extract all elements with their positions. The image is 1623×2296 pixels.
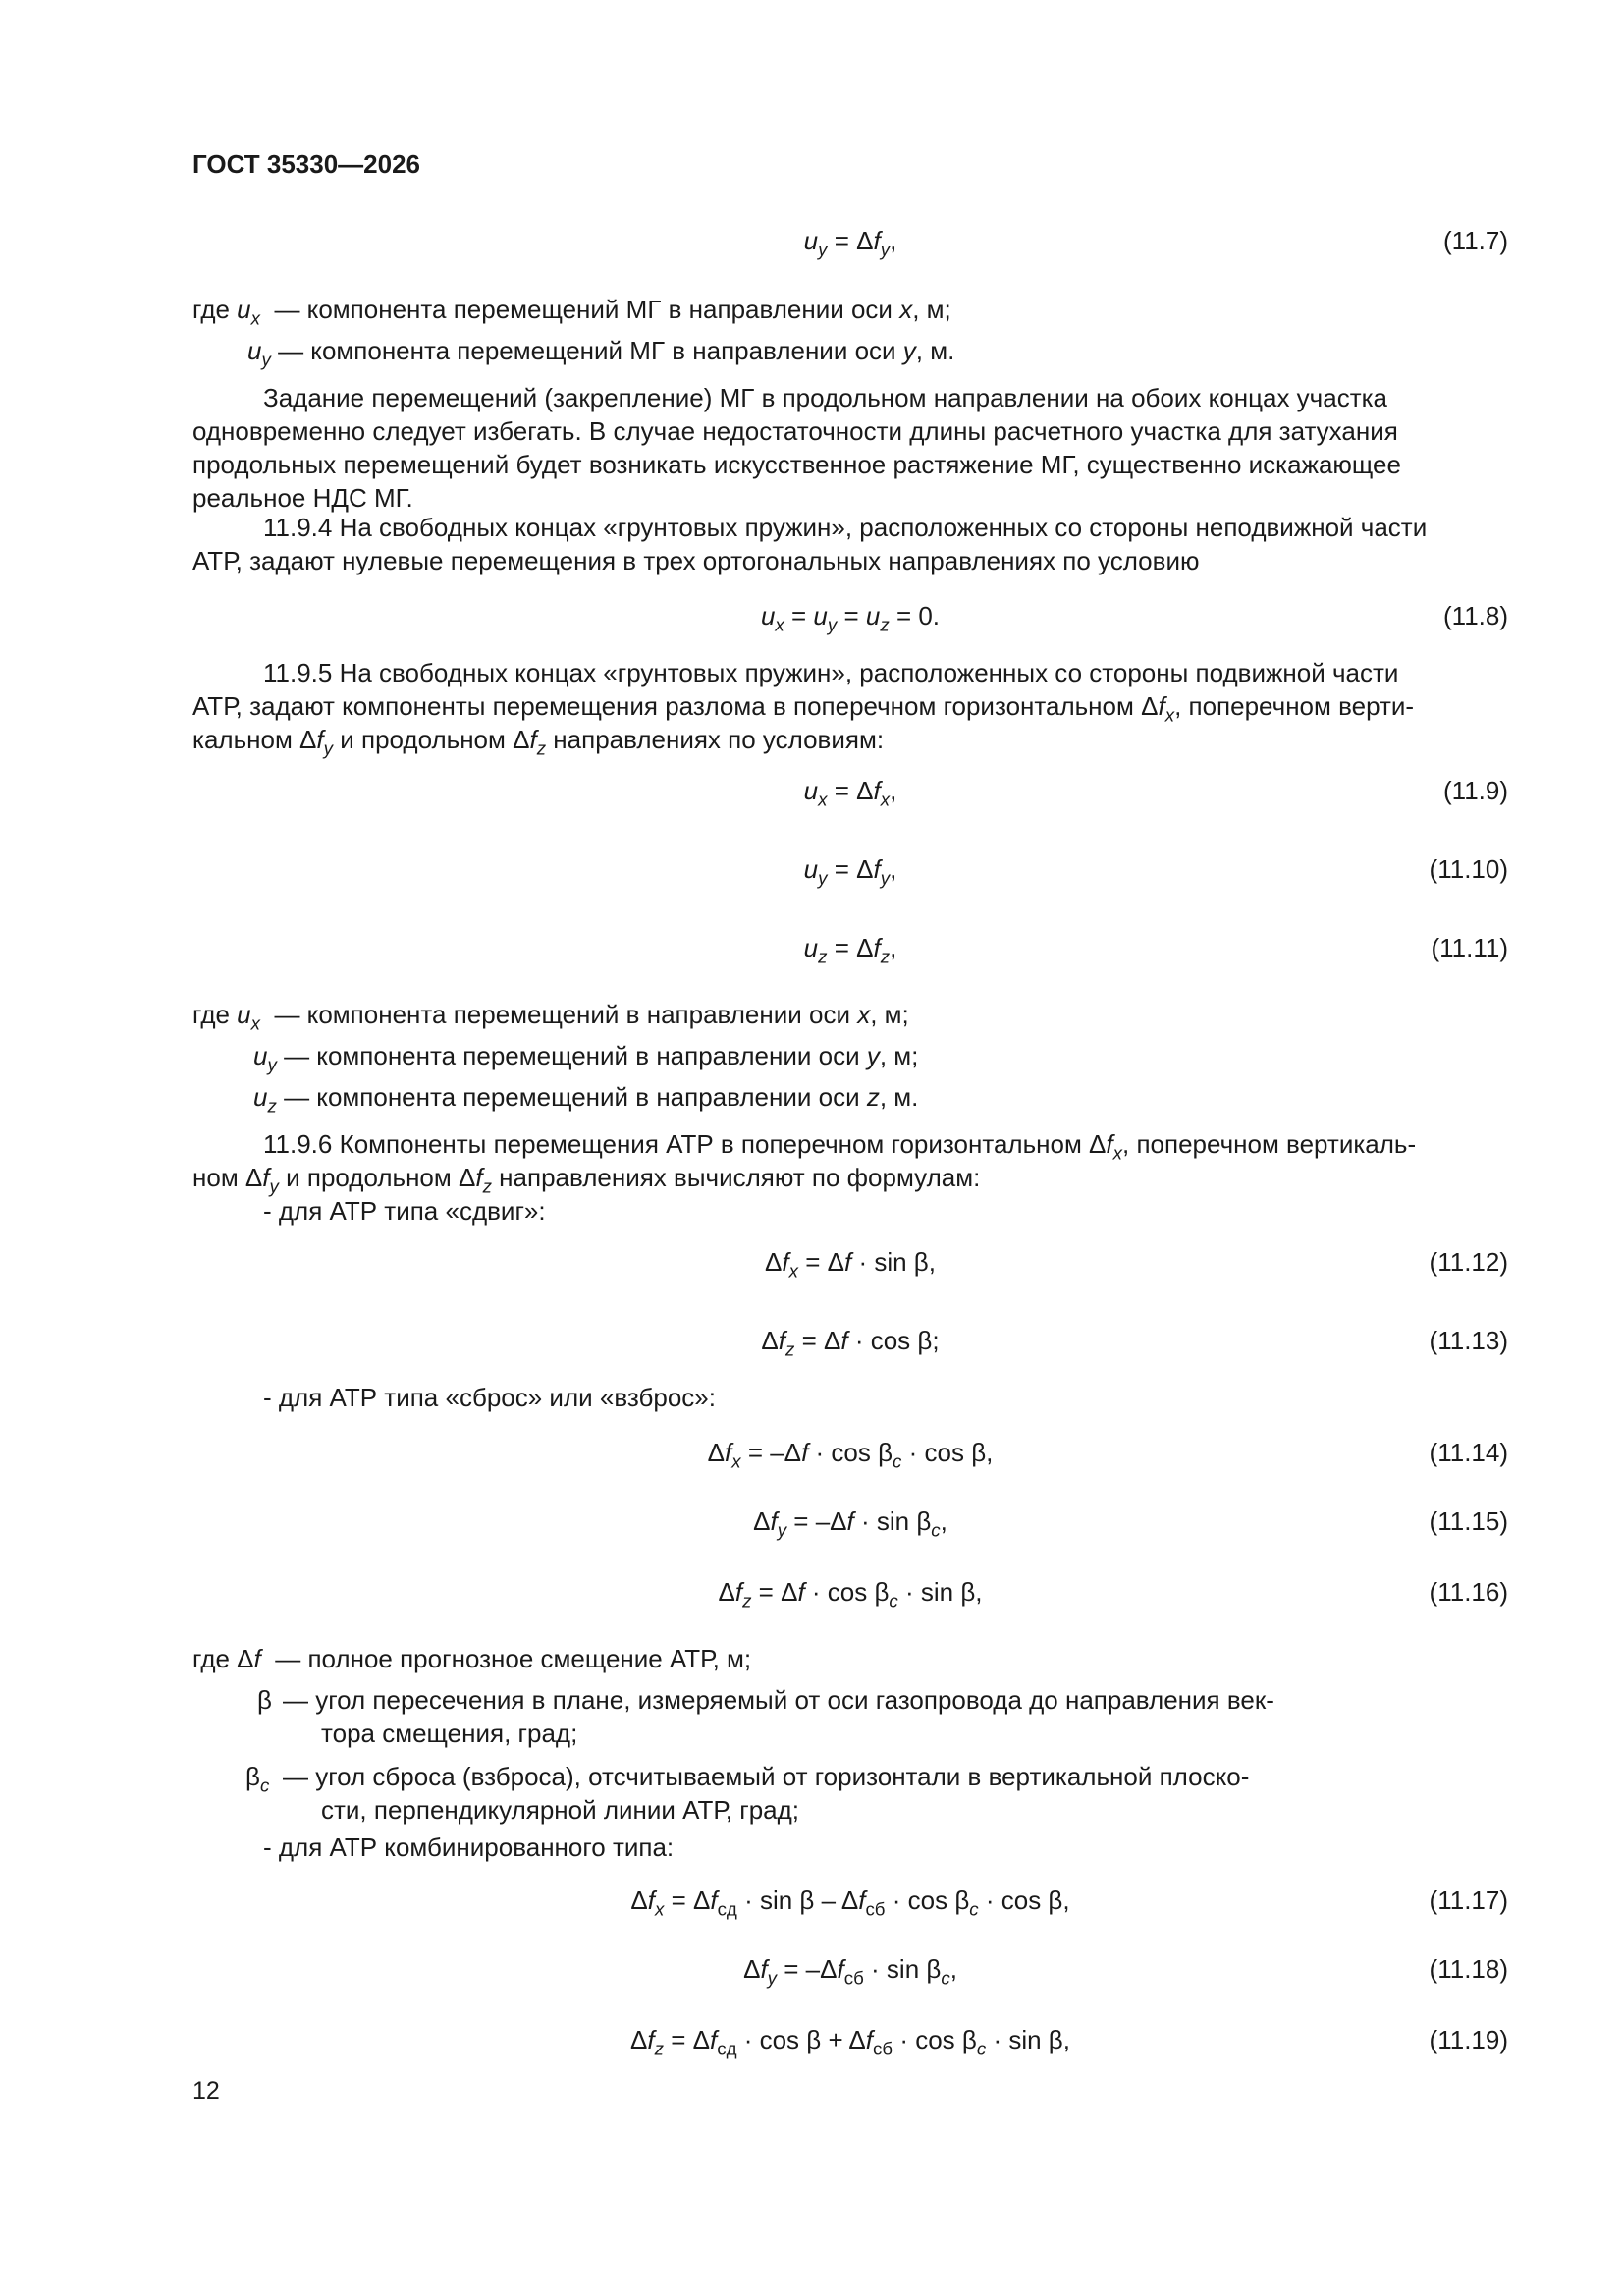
equation-11-8 xyxy=(192,599,1508,634)
equation-number: (11.7) xyxy=(1443,226,1508,255)
equation-expression: $\Delta f_y = -\Delta f_{сб} \cdot \sin \beta_c$, xyxy=(743,1954,957,1989)
equation-expression: $\Delta f_x = \Delta f \cdot \sin \beta$, xyxy=(765,1247,936,1282)
equation-number: (11.12) xyxy=(1429,1247,1508,1277)
equation-expression: $u_y = \Delta f_y$, xyxy=(803,226,897,260)
paragraph-line: Задание перемещений (закрепление) МГ в продольном направлении на обоих концах участка xyxy=(263,383,1388,412)
equation-11-7 xyxy=(192,224,1508,259)
list-item-shear: - для АТР типа «сдвиг»: xyxy=(263,1196,546,1226)
paragraph-line: продольных перемещений будет возникать искусственное растяжение МГ, существенно искажающее xyxy=(192,450,1401,479)
equation-11-15 xyxy=(192,1504,1508,1540)
equation-number: (11.19) xyxy=(1429,2025,1508,2054)
equation-expression: $\Delta f_x = -\Delta f \cdot \cos \beta_c \cdot \cos \beta$, xyxy=(707,1438,994,1472)
equation-number: (11.15) xyxy=(1429,1506,1508,1536)
definition-beta: — угол пересечения в плане, измеряемый от оси газопровода до направления век- тора смещения, град; xyxy=(283,1685,1274,1748)
document-header: ГОСТ 35330—2026 xyxy=(192,149,420,179)
equation-expression: $\Delta f_z = \Delta f_{сд} \cdot \cos \beta + \Delta f_{сб} \cdot \cos \beta_c \cdot \sin \beta$, xyxy=(630,2025,1070,2059)
equation-number: (11.9) xyxy=(1443,776,1508,805)
definition-delta-f: где Δf — полное прогнозное смещение АТР, м; xyxy=(192,1644,752,1673)
equation-expression: $u_y = \Delta f_y$, xyxy=(803,854,897,889)
paragraph-line: АТР, задают нулевые перемещения в трех ортогональных направлениях по условию xyxy=(192,546,1200,575)
equation-expression: $\Delta f_z = \Delta f \cdot \cos \beta$; xyxy=(761,1326,940,1360)
equation-number: (11.14) xyxy=(1429,1438,1508,1467)
equation-expression: $u_x = \Delta f_x$, xyxy=(803,776,897,810)
equation-11-19 xyxy=(192,2023,1508,2058)
equation-expression: $u_x = u_y = u_z = 0$. xyxy=(760,601,941,635)
paragraph-11-9-5 xyxy=(192,656,1508,759)
equation-11-11 xyxy=(192,931,1508,966)
paragraph-line: кальном $\Delta f_y$ и продольном $\Delta f_z$ направлениях по условиям: xyxy=(192,725,885,759)
equation-number: (11.11) xyxy=(1431,933,1508,962)
list-item-combined: - для АТР комбинированного типа: xyxy=(263,1832,675,1862)
definition-beta-symbol: β xyxy=(257,1685,272,1715)
definition-beta-c-symbol: $\beta_c$ xyxy=(245,1762,270,1796)
equation-11-14 xyxy=(192,1436,1508,1471)
equation-expression: $\Delta f_z = \Delta f \cdot \cos \beta_c \cdot \sin \beta$, xyxy=(718,1577,983,1612)
paragraph-line: ном $\Delta f_y$ и продольном $\Delta f_z$ направлениях вычисляют по формулам: xyxy=(192,1163,981,1197)
equation-11-12 xyxy=(192,1245,1508,1281)
equation-number: (11.13) xyxy=(1429,1326,1508,1355)
paragraph-line: АТР, задают компоненты перемещения разлома в поперечном горизонтальном $\Delta f_x$, поперечном верти- xyxy=(192,691,1415,726)
definition-ux-2: где $u_x$ — компонента перемещений в направлении оси x, м; xyxy=(192,1000,909,1034)
equation-11-16 xyxy=(192,1575,1508,1611)
paragraph-line: реальное НДС МГ. xyxy=(192,483,413,513)
equation-number: (11.17) xyxy=(1429,1886,1508,1915)
paragraph-line: 11.9.5 На свободных концах «грунтовых пружин», расположенных со стороны подвижной части xyxy=(263,658,1399,687)
equation-number: (11.16) xyxy=(1429,1577,1508,1607)
paragraph-line: одновременно следует избегать. В случае недостаточности длины расчетного участка для затухания xyxy=(192,416,1398,446)
page-number: 12 xyxy=(192,2077,220,2105)
paragraph-11-9-6 xyxy=(192,1127,1508,1197)
definition-uy-1: $u_y$ — компонента перемещений МГ в направлении оси y, м. xyxy=(247,336,955,370)
equation-11-13 xyxy=(192,1324,1508,1359)
equation-11-10 xyxy=(192,852,1508,888)
paragraph-line: 11.9.6 Компоненты перемещения АТР в поперечном горизонтальном $\Delta f_x$, поперечном вертикаль- xyxy=(263,1129,1417,1164)
equation-expression: $\Delta f_y = -\Delta f \cdot \sin \beta_c$, xyxy=(753,1506,947,1541)
list-item-throw: - для АТР типа «сброс» или «взброс»: xyxy=(263,1383,716,1412)
definition-uz-2: $u_z$ — компонента перемещений в направлении оси z, м. xyxy=(253,1082,919,1117)
definition-uy-2: $u_y$ — компонента перемещений в направлении оси y, м; xyxy=(253,1041,919,1075)
equation-11-18 xyxy=(192,1952,1508,1988)
equation-expression: $\Delta f_x = \Delta f_{сд} \cdot \sin \beta - \Delta f_{сб} \cdot \cos \beta_c \cdot \cos \beta$, xyxy=(630,1886,1070,1920)
equation-11-9 xyxy=(192,774,1508,809)
definition-ux-1: где $u_x$ — компонента перемещений МГ в направлении оси x, м; xyxy=(192,295,951,329)
equation-number: (11.8) xyxy=(1443,601,1508,630)
paragraph-line: 11.9.4 На свободных концах «грунтовых пружин», расположенных со стороны неподвижной части xyxy=(263,513,1428,542)
equation-11-17 xyxy=(192,1884,1508,1919)
equation-number: (11.10) xyxy=(1429,854,1508,884)
paragraph-11-9-4 xyxy=(192,511,1508,577)
definition-beta-c: — угол сброса (взброса), отсчитываемый от горизонтали в вертикальной плоско- сти, перпендикулярной линии АТР, град; xyxy=(283,1762,1250,1825)
equation-expression: $u_z = \Delta f_z$, xyxy=(803,933,897,967)
paragraph-fixation xyxy=(192,381,1508,515)
equation-number: (11.18) xyxy=(1429,1954,1508,1984)
